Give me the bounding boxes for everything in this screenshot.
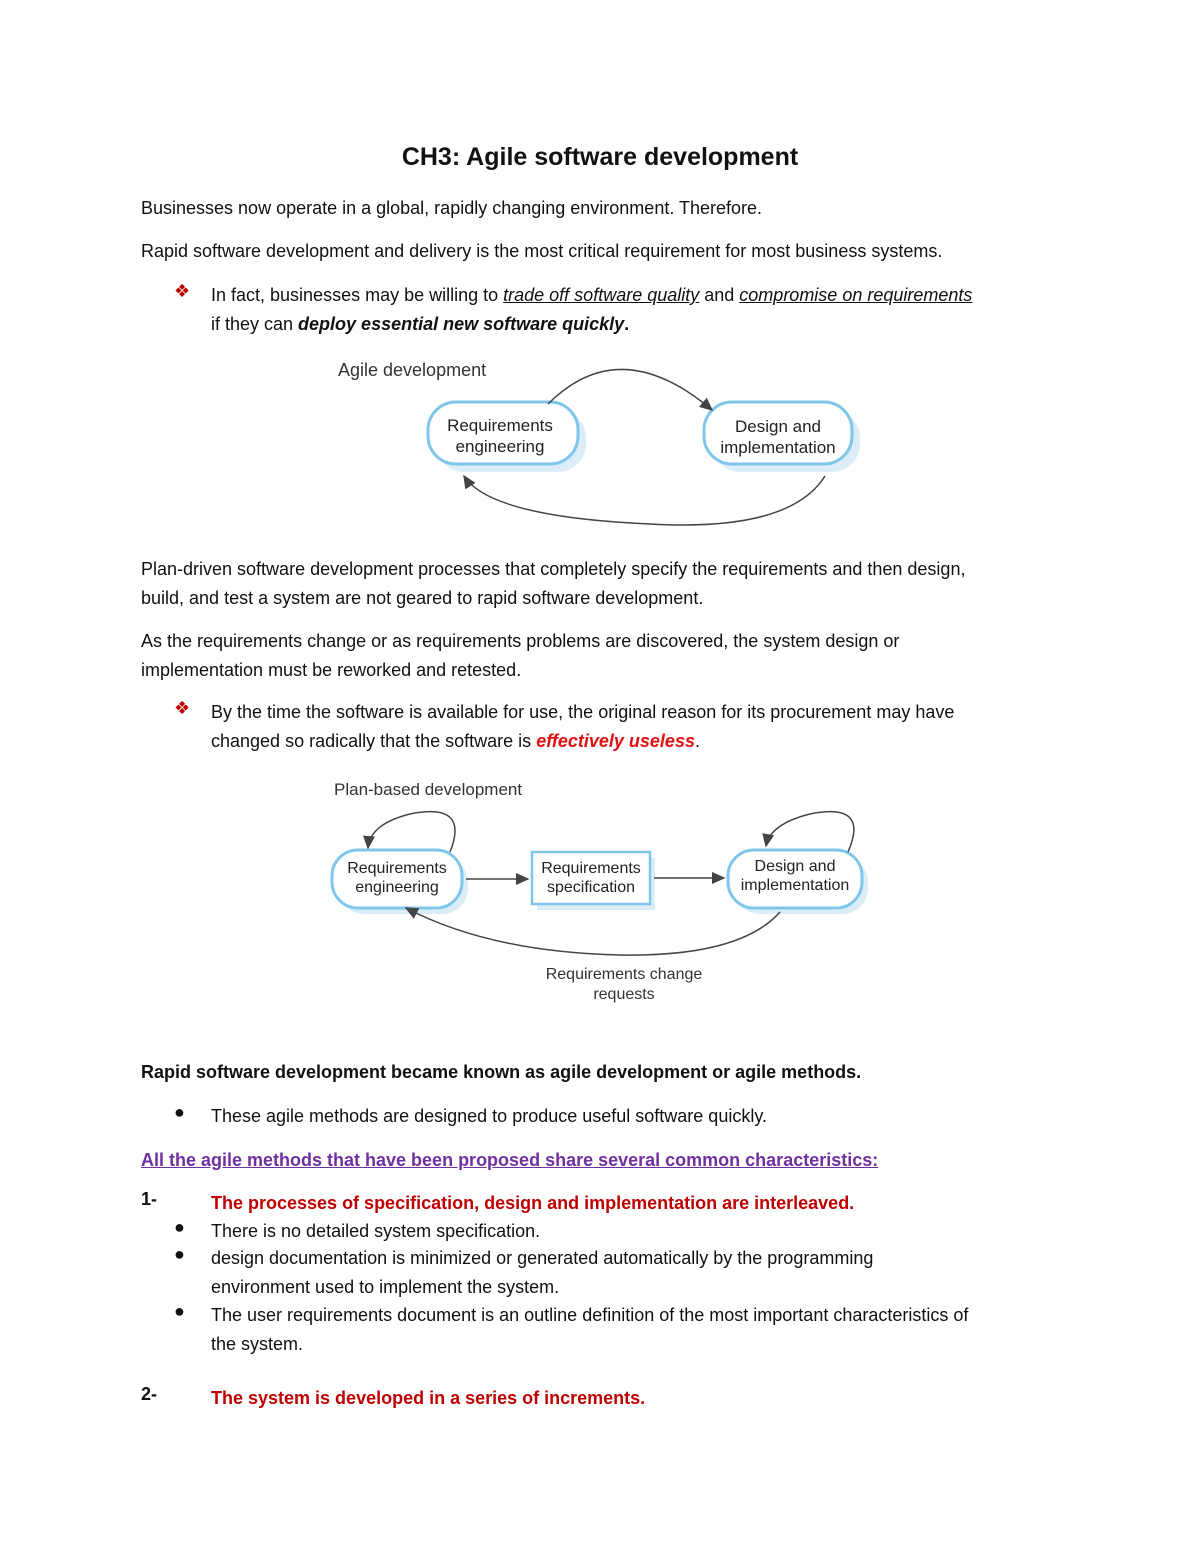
svg-text:Requirements: Requirements	[447, 416, 553, 435]
round-bullet-icon: ●	[174, 1217, 185, 1237]
plan-driven-paragraph-line-2: build, and test a system are not geared to rapid software development.	[141, 588, 704, 608]
round-bullet-icon: ●	[174, 1102, 185, 1122]
agile-development-diagram	[320, 352, 880, 532]
svg-text:Requirements: Requirements	[347, 860, 447, 877]
svg-text:implementation: implementation	[720, 438, 836, 457]
round-bullet-icon: ●	[174, 1244, 185, 1264]
self-loop-arrow-1	[368, 812, 455, 852]
svg-text:Design and: Design and	[754, 858, 836, 875]
intro-paragraph-2: Rapid software development and delivery is the most critical requirement for most business systems.	[141, 241, 943, 261]
intro-paragraph-1: Businesses now operate in a global, rapidly changing environment. Therefore.	[141, 198, 763, 218]
bullet-3: These agile methods are designed to produce useful software quickly.	[211, 1106, 767, 1126]
agile-forward-arrow	[548, 369, 712, 410]
agile-diagram-title: Agile development	[338, 360, 487, 380]
round-bullet-icon: ●	[174, 1301, 185, 1321]
svg-text:engineering: engineering	[355, 879, 439, 896]
change-paragraph-line-1: As the requirements change or as requirements problems are discovered, the system design or	[141, 631, 900, 651]
feedback-label-line-1: Requirements change	[545, 966, 703, 983]
characteristics-heading: All the agile methods that have been proposed share several common characteristics:	[141, 1150, 879, 1170]
self-loop-arrow-3	[766, 812, 854, 852]
svg-text:implementation: implementation	[740, 877, 850, 894]
item-1-sub-2-line-2: environment used to implement the system.	[211, 1277, 560, 1297]
svg-text:specification: specification	[546, 879, 636, 896]
item-1-number: 1-	[141, 1189, 158, 1209]
plan-driven-paragraph-line-1: Plan-driven software development processes that completely specify the requirements and then design,	[141, 559, 966, 579]
feedback-label-line-2: requests	[593, 986, 655, 1003]
svg-text:Requirements: Requirements	[541, 860, 641, 877]
plan-diagram-title: Plan-based development	[334, 780, 523, 799]
agile-definition-paragraph: Rapid software development became known as agile development or agile methods.	[141, 1062, 862, 1082]
bullet-1-line-2: if they can deploy essential new software quickly.	[211, 314, 630, 334]
bullet-2-line-2: changed so radically that the software is effectively useless.	[211, 731, 700, 751]
item-1-sub-3-line-1: The user requirements document is an outline definition of the most important characteristics of	[211, 1305, 969, 1325]
change-paragraph-line-2: implementation must be reworked and retested.	[141, 660, 522, 680]
bullet-2-line-1: By the time the software is available for use, the original reason for its procurement may have	[211, 702, 955, 722]
item-1-sub-1: There is no detailed system specification.	[211, 1221, 541, 1241]
svg-text:engineering: engineering	[455, 437, 545, 456]
trade-off-quality-text: trade off software quality	[503, 285, 700, 305]
page-title: CH3: Agile software development	[401, 143, 799, 171]
plan-based-development-diagram	[320, 772, 890, 1012]
effectively-useless-text: effectively useless	[536, 731, 695, 751]
item-1-text: The processes of specification, design and implementation are interleaved.	[211, 1193, 855, 1213]
item-2-number: 2-	[141, 1384, 158, 1404]
item-1-sub-3-line-2: the system.	[211, 1334, 304, 1354]
item-1-sub-2-line-1: design documentation is minimized or generated automatically by the programming	[211, 1248, 874, 1268]
item-2-text: The system is developed in a series of increments.	[211, 1388, 646, 1408]
bullet-1-line-1: In fact, businesses may be willing to trade off software quality and compromise on requirements	[211, 285, 973, 305]
diamond-bullet-icon: ❖	[174, 698, 191, 718]
agile-feedback-arrow	[464, 476, 825, 525]
compromise-requirements-text: compromise on requirements	[739, 285, 973, 305]
requirements-change-feedback-arrow	[406, 908, 780, 955]
svg-text:Design and: Design and	[734, 417, 822, 436]
deploy-quickly-text: deploy essential new software quickly	[298, 314, 625, 334]
diamond-bullet-icon: ❖	[174, 281, 191, 301]
